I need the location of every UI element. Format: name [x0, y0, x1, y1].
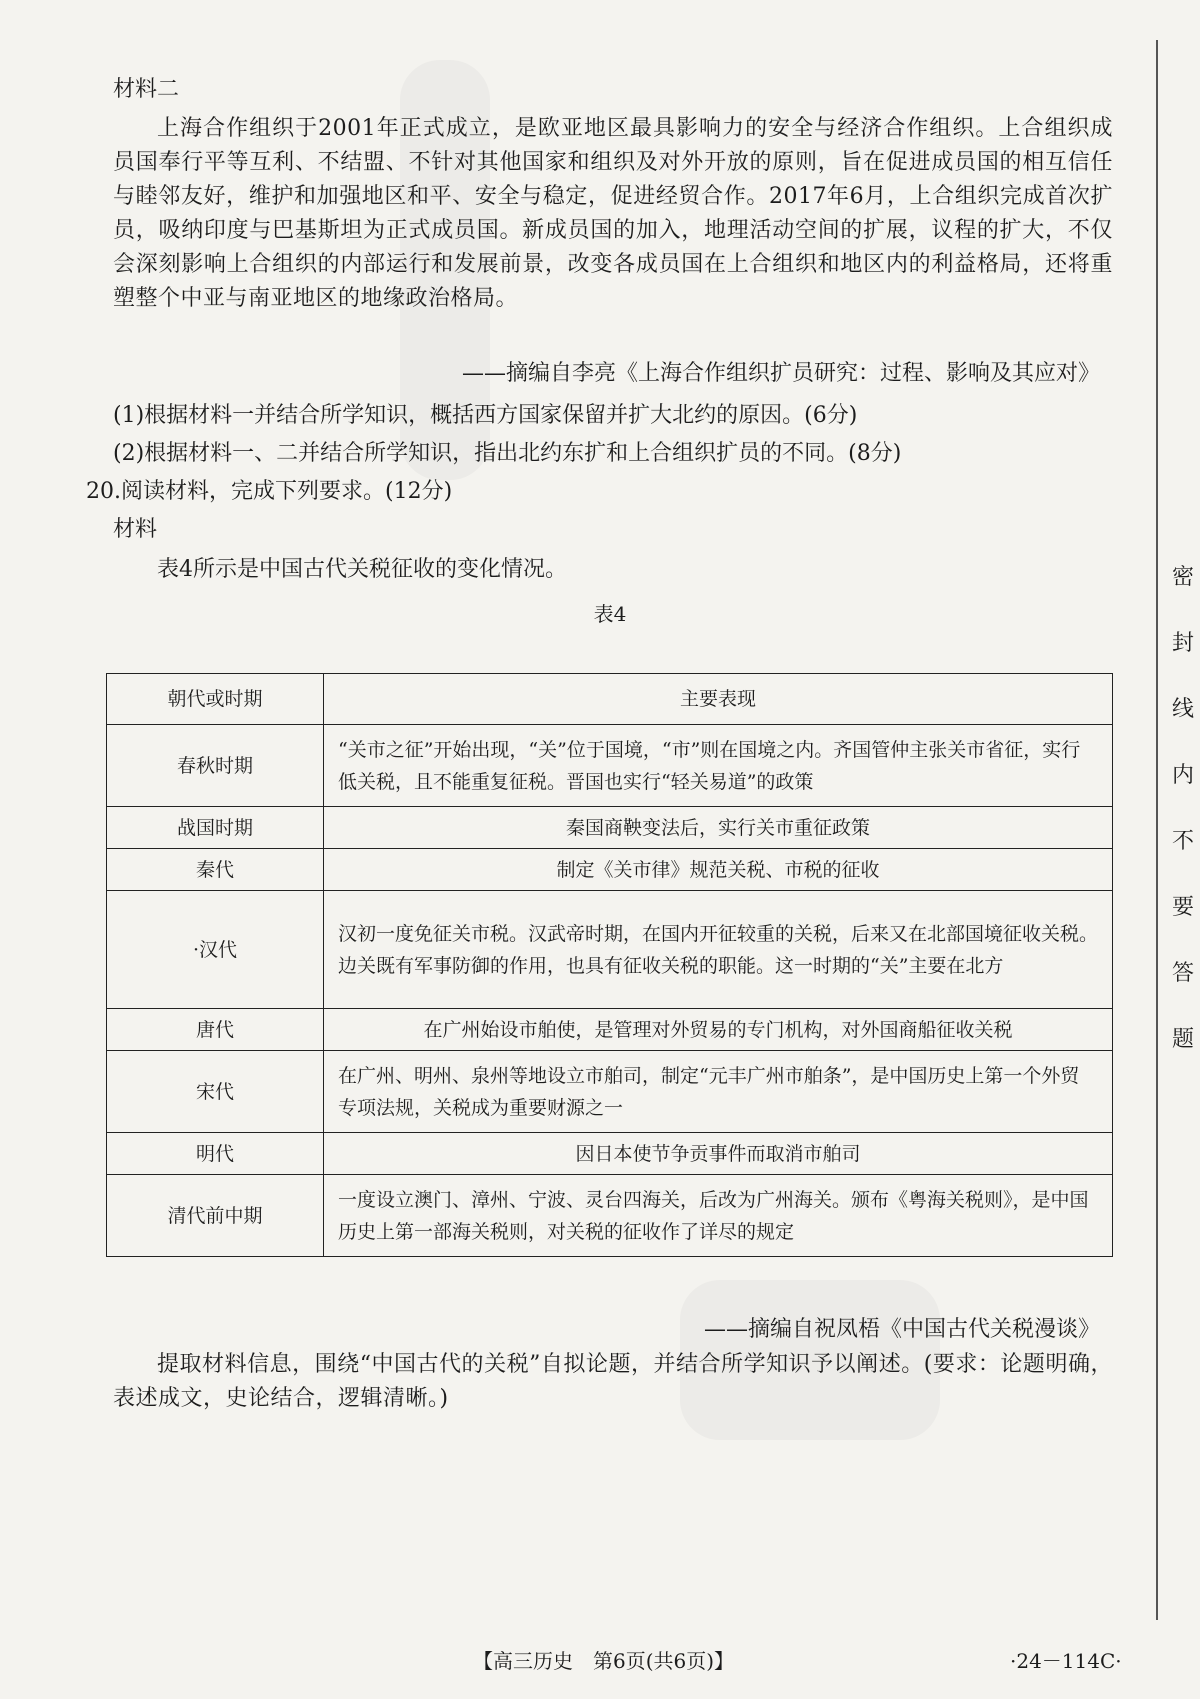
row-desc: 一度设立澳门、漳州、宁波、灵台四海关，后改为广州海关。颁布《粤海关税则》，是中国历史上第一部海关税则，对关税的征收作了详尽的规定	[324, 1175, 1113, 1257]
row-era: ·汉代	[107, 891, 324, 1009]
material2-source: ——摘编自李亮《上海合作组织扩员研究：过程、影响及其应对》	[461, 361, 1100, 386]
header-era: 朝代或时期	[107, 674, 324, 725]
row-era: 战国时期	[107, 807, 324, 849]
seal-char: 不	[1171, 829, 1194, 854]
q19-sub2: (2)根据材料一、二并结合所学知识，指出北约东扩和上合组织扩员的不同。(8分)	[113, 441, 902, 466]
margin-seal	[1168, 560, 1198, 1088]
header-desc: 主要表现	[324, 674, 1113, 725]
seal-char: 内	[1171, 763, 1194, 788]
seal-char: 封	[1171, 631, 1194, 656]
seal-char: 线	[1171, 697, 1194, 722]
row-era: 宋代	[107, 1051, 324, 1133]
q20-intro: 表4所示是中国古代关税征收的变化情况。	[157, 557, 567, 582]
table-caption: 表4	[593, 602, 627, 626]
row-era: 唐代	[107, 1009, 324, 1051]
row-desc: 因日本使节争贡事件而取消市舶司	[324, 1133, 1113, 1175]
row-desc: 在广州、明州、泉州等地设立市舶司，制定“元丰广州市舶条”，是中国历史上第一个外贸专项法规，关税成为重要财源之一	[324, 1051, 1113, 1133]
q20-task	[113, 1348, 1113, 1416]
seal-char: 要	[1171, 895, 1194, 920]
table-row	[107, 849, 1113, 891]
table-row	[107, 1175, 1113, 1257]
table-row	[107, 807, 1113, 849]
q20-source: ——摘编自祝凤梧《中国古代关税漫谈》	[703, 1317, 1100, 1342]
row-era: 明代	[107, 1133, 324, 1175]
row-desc: 制定《关市律》规范关税、市税的征收	[324, 849, 1113, 891]
row-desc: 汉初一度免征关市税。汉武帝时期，在国内开征较重的关税，后来又在北部国境征收关税。边关既有军事防御的作用，也具有征收关税的职能。这一时期的“关”主要在北方	[324, 891, 1113, 1009]
q20-material-heading: 材料	[113, 517, 158, 542]
page-label: 【高三历史 第6页(共6页)】	[473, 1649, 735, 1673]
table-row	[107, 1009, 1113, 1051]
table-header-row	[107, 674, 1113, 725]
table-row	[107, 1133, 1113, 1175]
q20-title: 20.阅读材料，完成下列要求。(12分)	[86, 479, 453, 504]
row-era: 清代前中期	[107, 1175, 324, 1257]
q20-task-text: 提取材料信息，围绕“中国古代的关税”自拟论题，并结合所学知识予以阐述。(要求：论题明确，表述成文，史论结合，逻辑清晰。)	[113, 1352, 1113, 1411]
row-era: 秦代	[107, 849, 324, 891]
material2-body	[113, 112, 1113, 316]
row-desc: 在广州始设市舶使，是管理对外贸易的专门机构，对外国商船征收关税	[324, 1009, 1113, 1051]
row-desc: “关市之征”开始出现，“关”位于国境，“市”则在国境之内。齐国管仲主张关市省征，实行低关税，且不能重复征税。晋国也实行“轻关易道”的政策	[324, 725, 1113, 807]
row-desc: 秦国商鞅变法后，实行关市重征政策	[324, 807, 1113, 849]
q19-sub1: (1)根据材料一并结合所学知识，概括西方国家保留并扩大北约的原因。(6分)	[113, 403, 858, 428]
table-row	[107, 725, 1113, 807]
seal-char: 题	[1171, 1027, 1194, 1052]
table-row	[107, 891, 1113, 1009]
row-era: 春秋时期	[107, 725, 324, 807]
seal-char: 密	[1171, 565, 1194, 590]
material2-heading: 材料二	[113, 77, 180, 102]
tariff-table	[106, 673, 1113, 1257]
paper-code: ·24－114C·	[1010, 1649, 1122, 1673]
binding-line	[1156, 40, 1158, 1620]
material2-paragraph: 上海合作组织于2001年正式成立，是欧亚地区最具影响力的安全与经济合作组织。上合组织成员国奉行平等互利、不结盟、不针对其他国家和组织及对外开放的原则，旨在促进成员国的相互信任与睦邻友好，维护和加强地区和平、安全与稳定，促进经贸合作。2017年6月，上合组织完成首次扩员，吸纳印度与巴基斯坦为正式成员国。新成员国的加入，地理活动空间的扩展，议程的扩大，不仅会深刻影响上合组织的内部运行和发展前景，改变各成员国在上合组织和地区内的利益格局，还将重塑整个中亚与南亚地区的地缘政治格局。	[113, 116, 1113, 311]
seal-char: 答	[1171, 961, 1194, 986]
table-row	[107, 1051, 1113, 1133]
